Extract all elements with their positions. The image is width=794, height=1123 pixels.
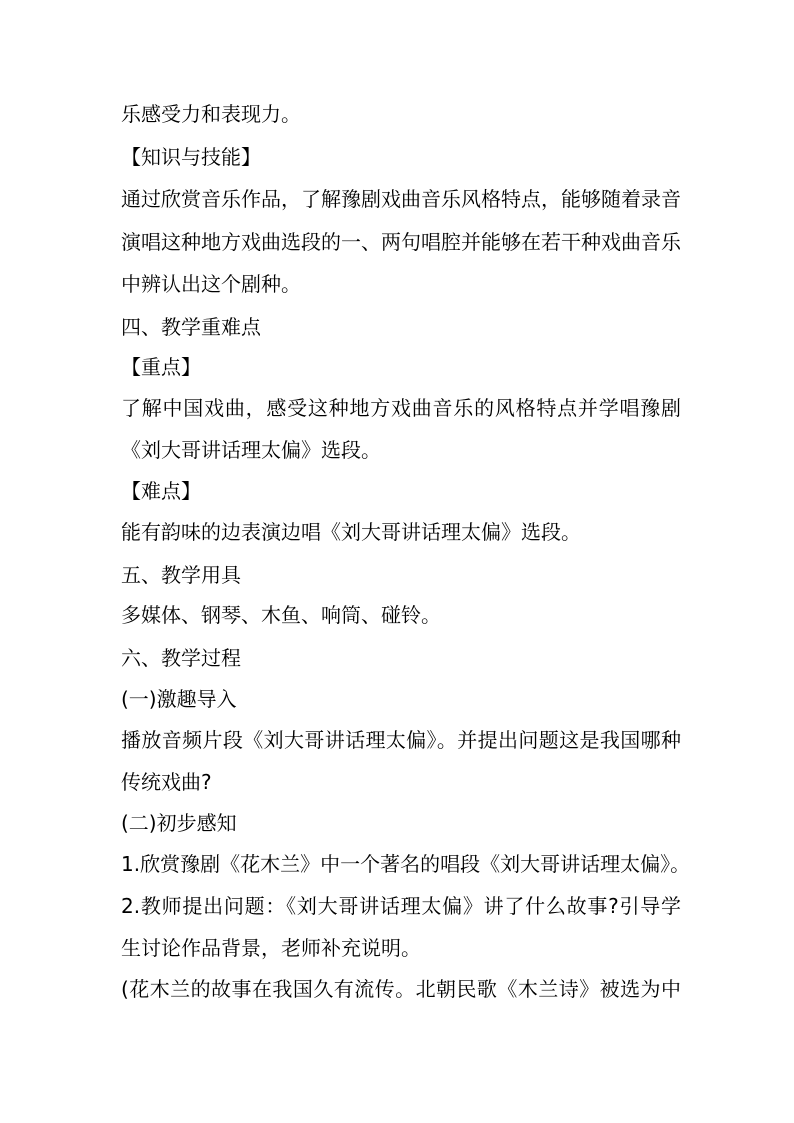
section-heading: 五、教学用具 — [121, 563, 241, 587]
text-line: 多媒体、钢琴、木鱼、响筒、碰铃。 — [121, 603, 441, 627]
section-heading: (二)初步感知 — [121, 811, 237, 835]
text-line: 1.欣赏豫剧《花木兰》中一个著名的唱段《刘大哥讲话理太偏》。 — [121, 852, 691, 876]
section-heading: 【知识与技能】 — [121, 145, 261, 169]
text-line: 了解中国戏曲，感受这种地方戏曲音乐的风格特点并学唱豫剧 — [121, 396, 681, 420]
section-heading: (一)激趣导入 — [121, 687, 237, 711]
text-line: 通过欣赏音乐作品，了解豫剧戏曲音乐风格特点，能够随着录音 — [121, 187, 681, 211]
text-line: 传统戏曲? — [121, 770, 212, 794]
section-heading: 六、教学过程 — [121, 646, 241, 670]
text-line: 乐感受力和表现力。 — [121, 102, 301, 126]
text-line: 演唱这种地方戏曲选段的一、两句唱腔并能够在若干种戏曲音乐 — [121, 230, 681, 254]
text-line: 《刘大哥讲话理太偏》选段。 — [121, 438, 381, 462]
text-line: 播放音频片段《刘大哥讲话理太偏》。并提出问题这是我国哪种 — [121, 728, 681, 752]
section-heading: 【重点】 — [121, 355, 201, 379]
text-line: 生讨论作品背景，老师补充说明。 — [121, 936, 421, 960]
section-heading: 四、教学重难点 — [121, 315, 261, 339]
text-line: 中辨认出这个剧种。 — [121, 272, 301, 296]
section-heading: 【难点】 — [121, 479, 201, 503]
text-line: (花木兰的故事在我国久有流传。北朝民歌《木兰诗》被选为中 — [121, 977, 681, 1001]
text-line: 2.教师提出问题：《刘大哥讲话理太偏》讲了什么故事?引导学 — [121, 894, 681, 918]
text-line: 能有韵味的边表演边唱《刘大哥讲话理太偏》选段。 — [121, 520, 581, 544]
